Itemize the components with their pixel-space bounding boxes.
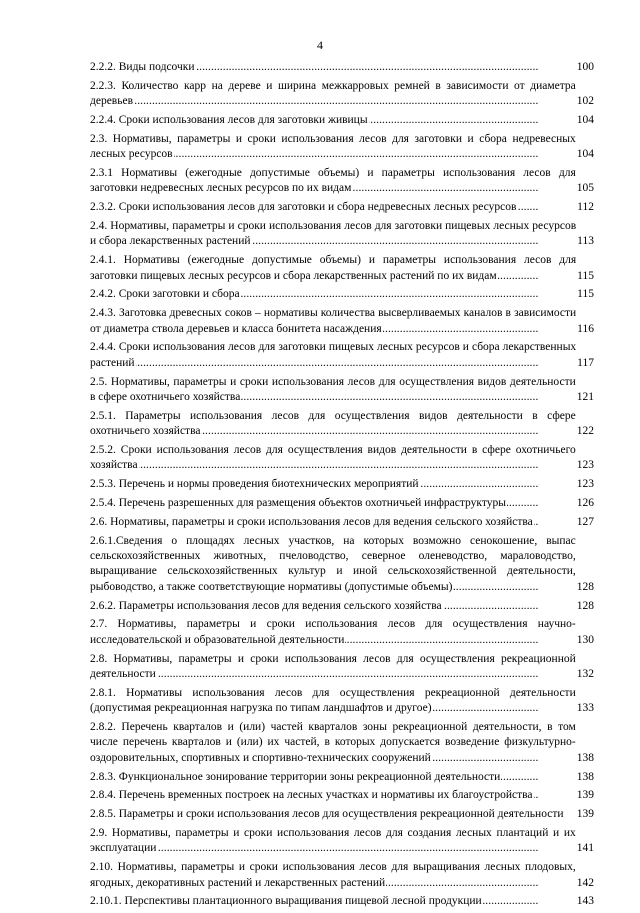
toc-entry[interactable]	[90, 617, 594, 648]
toc-entry-title: 2.3.1 Нормативы (ежегодные допустимые объемы) и параметры использования лесов для заготовки недревесных лесных ресурсов по их видам	[90, 167, 576, 195]
toc-entry-page: 127	[576, 515, 594, 530]
toc-entry-title: 2.8.2. Перечень кварталов и (или) частей кварталов зоны рекреационной деятельности, в том числе перечень кварталов и (или) их частей, в которых допускается возведение физкультурно-оздоровительных, спортивных и спортивно-технических сооружений	[90, 721, 576, 764]
toc-entry-title-wrap	[90, 443, 576, 474]
toc-entry-title-wrap	[90, 534, 576, 596]
toc-entry-page: 113	[576, 234, 594, 249]
toc-entry-title: 2.4.3. Заготовка древесных соков – нормативы количества высверливаемых каналов в зависимости от диаметра ствола деревьев и класса бонитета насаждения	[90, 307, 577, 335]
toc-entry-page: 104	[576, 147, 594, 162]
toc-entry-title-block	[90, 477, 576, 492]
toc-entry-title-wrap	[90, 599, 576, 614]
toc-entry-title-wrap	[90, 807, 576, 822]
toc-entry[interactable]	[90, 200, 594, 215]
toc-entry-title-wrap	[90, 60, 576, 75]
toc-entry[interactable]	[90, 807, 594, 822]
toc-entry[interactable]	[90, 253, 594, 284]
toc-entry-title-wrap	[90, 306, 576, 337]
toc-entry-title: 2.9. Нормативы, параметры и сроки использования лесов для создания лесных плантаций и их эксплуатации	[90, 827, 576, 855]
toc-entry[interactable]	[90, 720, 594, 766]
toc-entry-title-block	[90, 534, 576, 596]
toc-entry-title-wrap	[90, 686, 576, 717]
toc-entry[interactable]	[90, 375, 594, 406]
toc-entry[interactable]	[90, 826, 594, 857]
toc-entry-page: 122	[576, 424, 594, 439]
toc-entry-page: 128	[576, 580, 594, 595]
toc-entry-title-wrap	[90, 253, 576, 284]
toc-entry-page: 123	[576, 477, 594, 492]
toc-entry-page: 130	[576, 633, 594, 648]
toc-entry-page: 139	[576, 807, 594, 822]
toc-entry-title-wrap	[90, 132, 576, 163]
toc-entry-title: 2.10. Нормативы, параметры и сроки использования лесов для выращивания лесных плодовых, ягодных, декоративных растений и лекарственных растений	[90, 861, 576, 889]
toc-entry-title-wrap	[90, 826, 576, 857]
toc-entry-title-wrap	[90, 617, 576, 648]
toc-entry-page: 138	[576, 770, 594, 785]
toc-entry-title-block	[90, 79, 576, 110]
toc-entry-title-block	[90, 788, 576, 803]
toc-entry-page: 128	[576, 599, 594, 614]
toc-entry-title-wrap	[90, 200, 576, 215]
toc-entry-title: 2.8.5. Параметры и сроки использования лесов для осуществления рекреационной деятельности	[90, 808, 564, 821]
toc-entry-title-block	[90, 652, 576, 683]
toc-entry[interactable]	[90, 166, 594, 197]
toc-entry-title-wrap	[90, 340, 576, 371]
toc-entry[interactable]	[90, 340, 594, 371]
toc-entry-page: 126	[576, 496, 594, 511]
toc-entry-page: 139	[576, 788, 594, 803]
toc-entry-title-wrap	[90, 720, 576, 766]
toc-entry-title: 2.5.1. Параметры использования лесов для осуществления видов деятельности в сфере охотничьего хозяйства	[90, 409, 576, 438]
toc-entry-title: 2.6.1.Сведения о площадях лесных участков, на которых возможно сенокошение, выпас сельскохозяйственных животных, пчеловодство, северное оленеводство, мараловодство, выращивание сельскохозяйственных культур и иной сельскохозяйственной деятельности, рыбоводство, а также соответствующие нормативы (допустимые объемы)	[90, 534, 576, 593]
toc-entry[interactable]	[90, 770, 594, 785]
toc-entry-page: 132	[576, 667, 594, 682]
toc-entry-title: 2.4. Нормативы, параметры и сроки использования лесов для заготовки пищевых лесных ресурсов и сбора лекарственных растений	[90, 220, 577, 248]
toc-entry-title: 2.5.3. Перечень и нормы проведения биотехнических мероприятий	[90, 478, 419, 491]
toc-entry[interactable]	[90, 443, 594, 474]
toc-entry-page: 105	[576, 181, 594, 196]
toc-entry[interactable]	[90, 60, 594, 75]
toc-entry-title-block	[90, 306, 576, 337]
toc-entry[interactable]	[90, 652, 594, 683]
toc-entry-page: 142	[576, 876, 594, 891]
toc-entry-page: 133	[576, 701, 594, 716]
toc-entry-page: 123	[576, 458, 594, 473]
toc-entry[interactable]	[90, 477, 594, 492]
toc-entry-title-block	[90, 894, 576, 909]
toc-entry-title: 2.4.2. Сроки заготовки и сбора	[90, 288, 240, 301]
toc-entry-title-wrap	[90, 860, 576, 891]
toc-entry-title-block	[90, 686, 576, 717]
toc-entry-title: 2.8.3. Функциональное зонирование территории зоны рекреационной деятельности	[90, 770, 501, 783]
toc-entry-page: 138	[576, 751, 594, 766]
toc-entry-title-block	[90, 375, 576, 406]
toc-entry[interactable]	[90, 79, 594, 110]
toc-entry[interactable]	[90, 788, 594, 803]
table-of-contents	[90, 60, 594, 913]
toc-entry-page: 112	[576, 200, 594, 215]
toc-entry-title-wrap	[90, 477, 576, 492]
toc-entry-title: 2.7. Нормативы, параметры и сроки использования лесов для осуществления научно-исследовательской и образовательной деятельности	[90, 618, 576, 646]
toc-entry-title: 2.2.3. Количество карр на дереве и ширина межкарровых ремней в зависимости от диаметра деревьев	[90, 79, 576, 108]
toc-entry-page: 115	[576, 269, 594, 284]
toc-entry-title-block	[90, 340, 576, 371]
toc-entry-title: 2.5. Нормативы, параметры и сроки использования лесов для осуществления видов деятельности в сфере охотничьего хозяйства	[90, 375, 576, 404]
toc-entry-page: 116	[576, 322, 594, 337]
toc-entry-title-wrap	[90, 79, 576, 110]
toc-entry-title-block	[90, 770, 576, 785]
toc-entry-title-block	[90, 219, 576, 250]
toc-entry-title: 2.5.4. Перечень разрешенных для размещения объектов охотничьей инфраструктуры	[90, 497, 506, 510]
toc-entry-title-wrap	[90, 770, 576, 785]
toc-entry-title-wrap	[90, 496, 576, 511]
toc-entry-title-wrap	[90, 652, 576, 683]
toc-entry[interactable]	[90, 113, 594, 128]
toc-entry[interactable]	[90, 132, 594, 163]
toc-entry[interactable]	[90, 686, 594, 717]
toc-entry-title-wrap	[90, 166, 576, 197]
toc-entry[interactable]	[90, 894, 594, 909]
toc-entry-title-wrap	[90, 113, 576, 128]
toc-entry-title-block	[90, 253, 576, 284]
toc-entry-title: 2.3. Нормативы, параметры и сроки использования лесов для заготовки и сбора недревесных лесных ресурсов	[90, 132, 576, 161]
toc-entry-title-block	[90, 409, 576, 440]
toc-entry-title-block	[90, 617, 576, 648]
toc-entry-title-wrap	[90, 287, 576, 302]
toc-entry-title-block	[90, 496, 576, 511]
toc-entry-page: 102	[576, 94, 594, 109]
toc-entry-title: 2.5.2. Сроки использования лесов для осуществления видов деятельности в сфере охотничьего хозяйства	[90, 444, 576, 472]
toc-entry-title-block	[90, 132, 576, 163]
toc-entry[interactable]	[90, 599, 594, 614]
toc-entry-title-wrap	[90, 409, 576, 440]
toc-entry-title: 2.10.1. Перспективы плантационного выращивания пищевой лесной продукции	[90, 895, 482, 908]
toc-entry-title-block	[90, 826, 576, 857]
toc-entry-title-block	[90, 860, 576, 891]
toc-entry[interactable]	[90, 219, 594, 250]
toc-entry-title-wrap	[90, 515, 576, 530]
toc-entry-title: 2.2.2. Виды подсочки	[90, 61, 195, 73]
toc-entry-title-block	[90, 113, 576, 128]
toc-entry-title: 2.6. Нормативы, параметры и сроки использования лесов для ведения сельского хозяйства	[90, 515, 533, 528]
toc-entry-title-block	[90, 720, 576, 766]
toc-entry-title: 2.4.4. Сроки использования лесов для заготовки пищевых лесных ресурсов и сбора лекарственных растений	[90, 341, 577, 369]
toc-entry[interactable]	[90, 409, 594, 440]
toc-entry-title-block	[90, 515, 576, 530]
toc-entry-title-wrap	[90, 788, 576, 803]
toc-entry-title-wrap	[90, 894, 576, 909]
toc-entry[interactable]	[90, 515, 594, 530]
toc-entry-title-block	[90, 599, 576, 614]
toc-entry-title-block	[90, 60, 576, 75]
toc-entry-page: 117	[576, 356, 594, 371]
toc-entry-page: 121	[576, 390, 594, 405]
toc-entry-title: 2.8.4. Перечень временных построек на лесных участках и нормативы их благоустройства	[90, 789, 533, 802]
toc-entry-page: 104	[576, 113, 594, 128]
toc-entry-title: 2.3.2. Сроки использования лесов для заготовки и сбора недревесных лесных ресурсов	[90, 201, 517, 214]
toc-entry-title: 2.4.1. Нормативы (ежегодные допустимые объемы) и параметры использования лесов для заготовки пищевых лесных ресурсов и сбора лекарственных растений по их видам	[90, 254, 577, 282]
toc-entry-title: 2.8.1. Нормативы использования лесов для осуществления рекреационной деятельности (допустимая рекреационная нагрузка по типам ландшафтов и другое)	[90, 686, 576, 715]
toc-entry-title-block	[90, 443, 576, 474]
toc-entry-title: 2.2.4. Сроки использования лесов для заготовки живицы	[90, 114, 368, 126]
toc-entry[interactable]	[90, 496, 594, 511]
toc-entry-title-block	[90, 807, 576, 822]
toc-entry-title-block	[90, 200, 576, 215]
toc-entry-page: 143	[576, 894, 594, 909]
toc-entry[interactable]	[90, 306, 594, 337]
toc-entry[interactable]	[90, 860, 594, 891]
toc-entry-title-wrap	[90, 375, 576, 406]
toc-entry-title-block	[90, 287, 576, 302]
page-number: 4	[317, 38, 323, 52]
toc-entry-title: 2.6.2. Параметры использования лесов для ведения сельского хозяйства	[90, 599, 442, 612]
toc-entry-title-wrap	[90, 219, 576, 250]
toc-entry-title: 2.8. Нормативы, параметры и сроки использования лесов для осуществления рекреационной деятельности	[90, 652, 576, 681]
toc-entry-page: 141	[576, 841, 594, 856]
toc-entry-page: 115	[576, 287, 594, 302]
toc-entry-page: 100	[576, 60, 594, 75]
toc-entry[interactable]	[90, 534, 594, 596]
toc-entry-title-block	[90, 166, 576, 197]
toc-entry[interactable]	[90, 287, 594, 302]
